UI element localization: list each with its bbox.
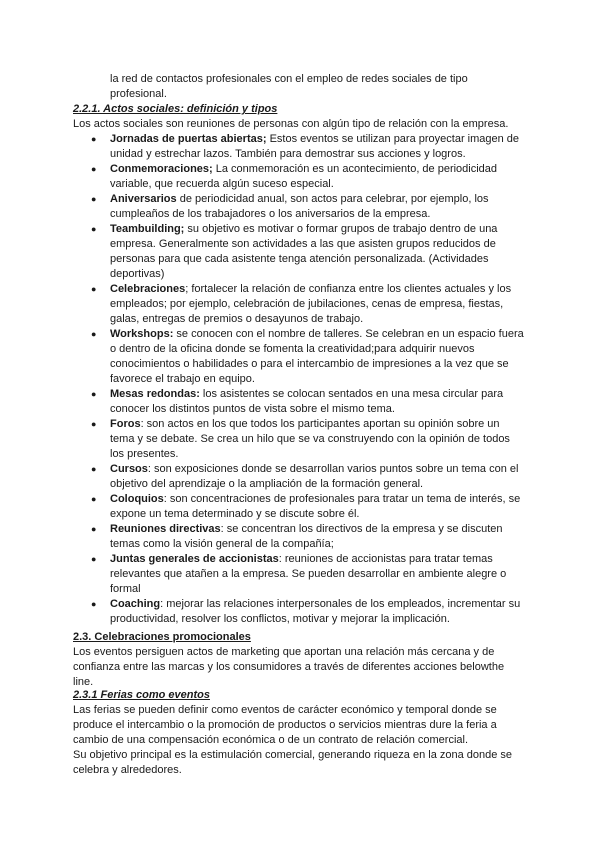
- list-item-term: Coaching: [110, 598, 161, 610]
- list-item-text: de periodicidad anual, son actos para celebrar, por ejemplo, los: [176, 193, 489, 205]
- paragraph-line: Los eventos persiguen actos de marketing que aportan una relación más cercana y de: [73, 646, 495, 658]
- list-item-term: Mesas redondas:: [110, 388, 200, 400]
- bullet-icon: ●: [91, 329, 97, 339]
- list-item-text: Estos eventos se utilizan para proyectar imagen de: [266, 133, 520, 145]
- list-item-line: favorece el trabajo en equipo.: [110, 373, 255, 385]
- list-item-line: empleados; por ejemplo, celebración de jubilaciones, cenas de empresa, fiestas,: [110, 298, 504, 310]
- bullet-icon: ●: [91, 464, 97, 474]
- list-item-line: [110, 492, 520, 507]
- intro-line: la red de contactos profesionales con el empleo de redes sociales de tipo: [110, 73, 468, 85]
- list-item-line: conocimientos o habilidades o para el intercambio de impresiones a la vez que se: [110, 358, 509, 370]
- paragraph-line: line.: [73, 676, 94, 688]
- bullet-icon: ●: [91, 194, 97, 204]
- list-item-line: [110, 387, 503, 402]
- section-intro: Los actos sociales son reuniones de personas con algún tipo de relación con la empresa.: [73, 118, 509, 130]
- list-item-line: [110, 522, 503, 537]
- list-item-term: Juntas generales de accionistas: [110, 553, 279, 565]
- list-item-line: galas, entregas de premios o desayunos de trabajo.: [110, 313, 364, 325]
- list-item-line: deportivas): [110, 268, 165, 280]
- paragraph-line: celebra y alrededores.: [73, 764, 182, 776]
- list-item-line: [110, 417, 500, 432]
- list-item-line: tema y se debate. Se crea un hilo que se va construyendo con la opinión de todos: [110, 433, 510, 445]
- paragraph-line: cambio de una compensación económica o de un contrato de relación comercial.: [73, 734, 469, 746]
- list-item-text: : son concentraciones de profesionales para tratar un tema de interés, se: [163, 493, 521, 505]
- list-item-term: Workshops:: [110, 328, 174, 340]
- list-item-term: Cursos: [110, 463, 148, 475]
- paragraph-line: Las ferias se pueden definir como eventos de carácter económico y temporal donde se: [73, 704, 497, 716]
- list-item-text: La conmemoración es un acontecimiento, de periodicidad: [212, 163, 498, 175]
- list-item-term: Aniversarios: [110, 193, 177, 205]
- list-item-text: su objetivo es motivar o formar grupos de trabajo dentro de una: [184, 223, 498, 235]
- bullet-icon: ●: [91, 524, 97, 534]
- list-item-text: ; fortalecer la relación de confianza entre los clientes actuales y los: [185, 283, 512, 295]
- list-item-term: Teambuilding;: [110, 223, 185, 235]
- list-item-text: los asistentes se colocan sentados en una mesa circular para: [199, 388, 504, 400]
- bullet-icon: ●: [91, 389, 97, 399]
- list-item-line: [110, 462, 518, 477]
- list-item-line: [110, 597, 520, 612]
- paragraph-line: Su objetivo principal es la estimulación comercial, generando riqueza en la zona donde se: [73, 749, 513, 761]
- list-item-line: [110, 132, 519, 147]
- list-item-line: variable, que recuerda algún suceso especial.: [110, 178, 334, 190]
- list-item-line: conocer los distintos puntos de vista sobre el mismo tema.: [110, 403, 395, 415]
- paragraph-line: confianza entre las marcas y los consumidores a través de diferentes acciones belowthe: [73, 661, 505, 673]
- list-item-line: temas como la visión general de la compañía;: [110, 538, 334, 550]
- bullet-icon: ●: [91, 284, 97, 294]
- list-item-line: personas para que cada asistente tenga atención personalizada. (Actividades: [110, 253, 489, 265]
- list-item-term: Conmemoraciones;: [110, 163, 213, 175]
- list-item-line: [110, 552, 493, 567]
- bullet-icon: ●: [91, 554, 97, 564]
- list-item-text: : son exposiciones donde se desarrollan varios puntos sobre un tema con el: [147, 463, 519, 475]
- list-item-line: formal: [110, 583, 141, 595]
- list-item-term: Celebraciones: [110, 283, 186, 295]
- bullet-icon: ●: [91, 134, 97, 144]
- list-item-text: : mejorar las relaciones interpersonales de los empleados, incrementar su: [160, 598, 521, 610]
- list-item-line: relevantes que atañen a la empresa. Se pueden desarrollar en ambiente alegre o: [110, 568, 507, 580]
- list-item-line: objetivo del aprendizaje o la ampliación de la formación general.: [110, 478, 424, 490]
- bullet-icon: ●: [91, 164, 97, 174]
- list-item-line: [110, 162, 497, 177]
- intro-line: profesional.: [110, 88, 167, 100]
- list-item-line: [110, 282, 511, 297]
- list-item-text: : son actos en los que todos los participantes aportan su opinión sobre un: [140, 418, 500, 430]
- section-heading: 2.3. Celebraciones promocionales: [73, 631, 251, 643]
- list-item-line: o dentro de la oficina donde se fomenta la creatividad;para adquirir nuevos: [110, 343, 475, 355]
- list-item-line: [110, 327, 524, 342]
- bullet-icon: ●: [91, 599, 97, 609]
- bullet-icon: ●: [91, 224, 97, 234]
- list-item-line: productividad, resolver los conflictos, motivar y mejorar la implicación.: [110, 613, 450, 625]
- bullet-icon: ●: [91, 419, 97, 429]
- section-heading: 2.3.1 Ferias como eventos: [73, 689, 210, 701]
- list-item-term: Jornadas de puertas abiertas;: [110, 133, 267, 145]
- section-heading: 2.2.1. Actos sociales: definición y tipos: [73, 103, 278, 115]
- list-item-text: se conocen con el nombre de talleres. Se celebran en un espacio fuera: [173, 328, 524, 340]
- list-item-line: [110, 192, 489, 207]
- list-item-line: los presentes.: [110, 448, 179, 460]
- list-item-term: Foros: [110, 418, 141, 430]
- list-item-line: unidad y estrechar lazos. También para demostrar sus acciones y logros.: [110, 148, 466, 160]
- list-item-text: : reuniones de accionistas para tratar temas: [278, 553, 493, 565]
- list-item-line: empresa. Generalmente son actividades a las que asisten grupos reducidos de: [110, 238, 496, 250]
- list-item-line: expone un tema determinado y se discute sobre él.: [110, 508, 360, 520]
- paragraph-line: produce el intercambio o la promoción de productos o servicios mientras dure la feria a: [73, 719, 497, 731]
- list-item-term: Coloquios: [110, 493, 164, 505]
- list-item-line: [110, 222, 497, 237]
- list-item-text: : se concentran los directivos de la empresa y se discuten: [220, 523, 503, 535]
- list-item-line: cumpleaños de los trabajadores o los aniversarios de la empresa.: [110, 208, 431, 220]
- bullet-icon: ●: [91, 494, 97, 504]
- list-item-term: Reuniones directivas: [110, 523, 221, 535]
